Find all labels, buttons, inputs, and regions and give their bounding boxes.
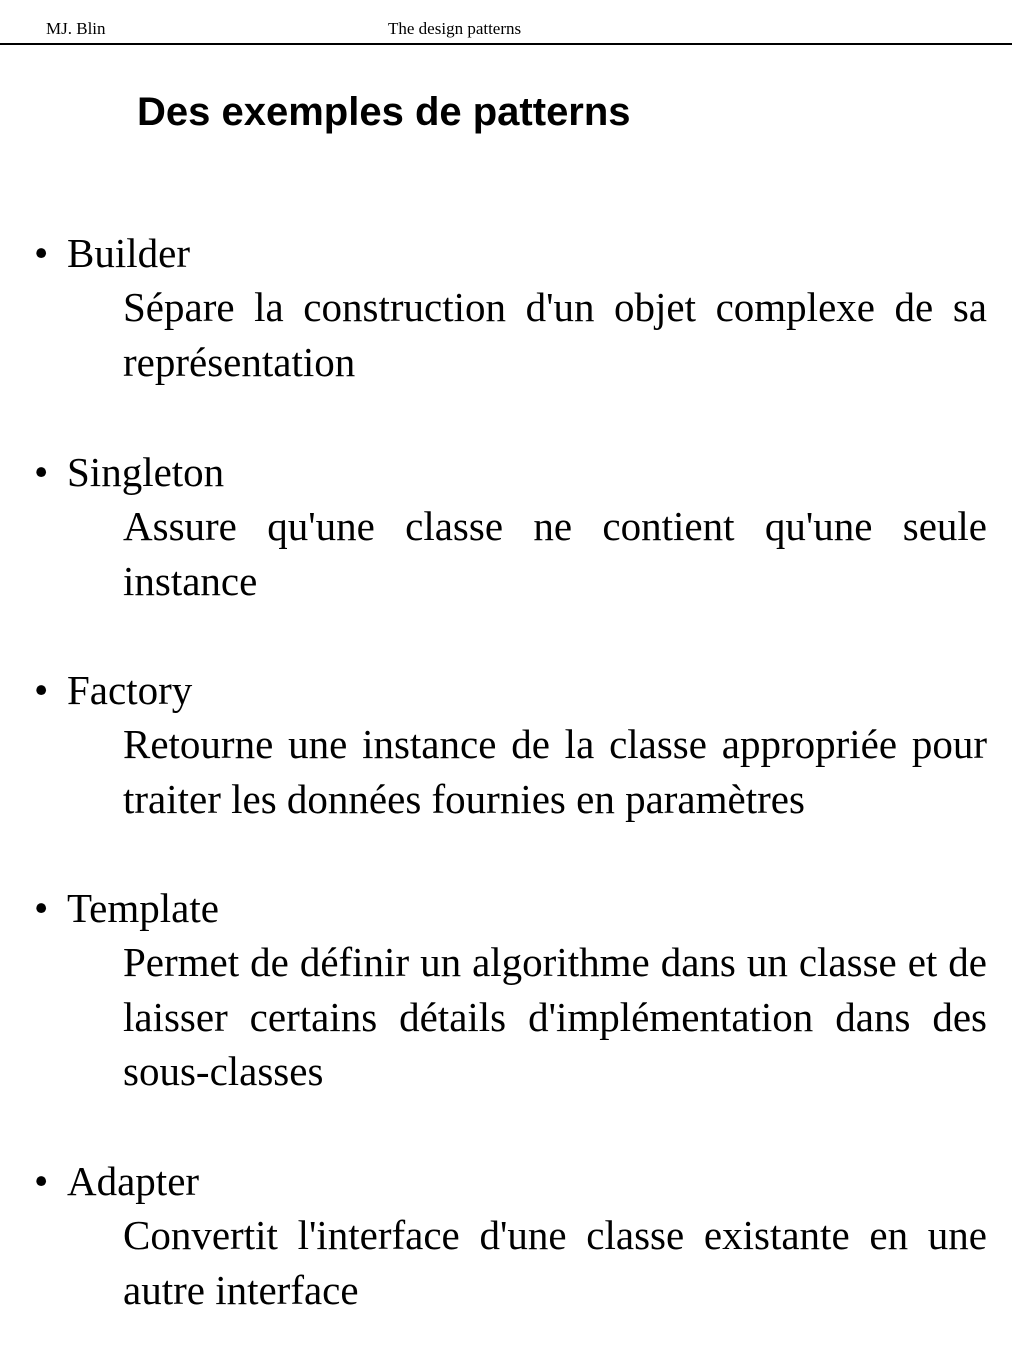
header-author: MJ. Blin <box>46 19 106 38</box>
pattern-description: Assure qu'une classe ne contient qu'une seule instance <box>123 503 987 604</box>
header-course-title: The design patterns <box>388 19 522 38</box>
bullet-icon: • <box>34 230 49 276</box>
pattern-description: Retourne une instance de la classe appropriée pour traiter les données fournies en paramètres <box>123 721 987 822</box>
bullet-icon: • <box>34 667 49 713</box>
pattern-name: Adapter <box>67 1158 200 1204</box>
bullet-icon: • <box>34 1158 49 1204</box>
pattern-description: Permet de définir un algorithme dans un classe et de laisser certains détails d'implémentation dans des sous-classes <box>123 939 987 1094</box>
pattern-description: Sépare la construction d'un objet complexe de sa représentation <box>123 284 987 385</box>
pattern-name: Singleton <box>67 449 225 495</box>
pattern-name: Builder <box>67 230 190 276</box>
header-divider <box>0 43 1012 45</box>
pattern-name: Template <box>67 885 219 931</box>
bullet-icon: • <box>34 449 49 495</box>
bullet-icon: • <box>34 885 49 931</box>
page-title: Des exemples de patterns <box>137 90 631 134</box>
pattern-description: Convertit l'interface d'une classe existante en une autre interface <box>123 1212 987 1313</box>
pattern-name: Factory <box>67 667 193 713</box>
